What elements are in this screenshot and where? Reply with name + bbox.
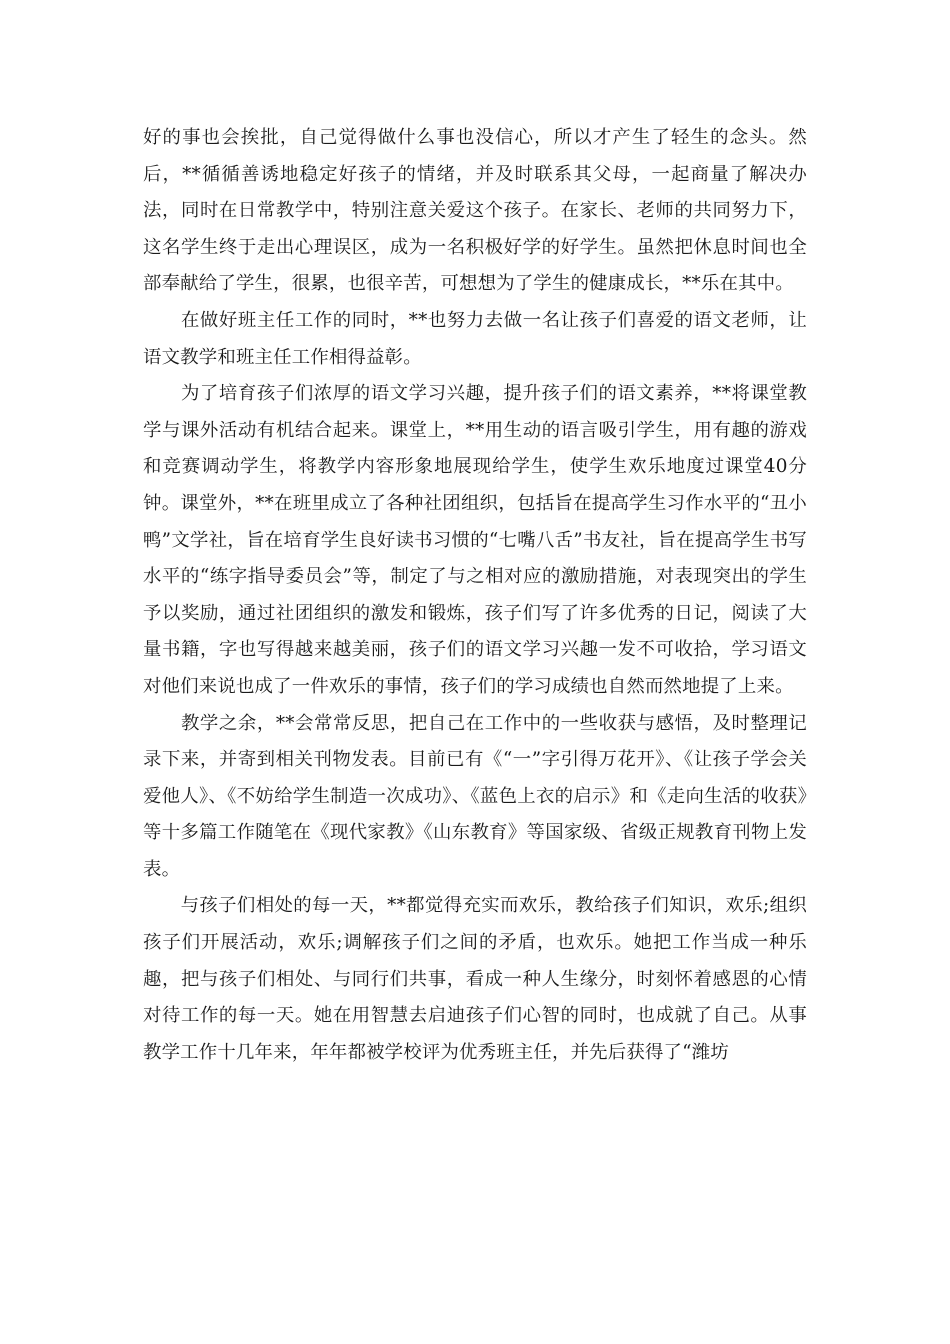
paragraph-4: 教学之余，**会常常反思，把自己在工作中的一些收获与感悟，及时整理记录下来，并寄到相关刊物发表。目前已有《“一”字引得万花开》、《让孩子学会关爱他人》、《不妨给学生制造一次成功》、《蓝色上衣的启示》和《走向生活的收获》等十多篇工作随笔在《现代家教》《山东教育》等国家级、省级正规教育刊物上发表。 — [143, 712, 807, 880]
paragraph-2: 在做好班主任工作的同时，**也努力去做一名让孩子们喜爱的语文老师，让语文教学和班主任工作相得益彰。 — [143, 309, 807, 368]
paragraph-3: 为了培育孩子们浓厚的语文学习兴趣，提升孩子们的语文素养，**将课堂教学与课外活动有机结合起来。课堂上，**用生动的语言吸引学生，用有趣的游戏和竞赛调动学生，将教学内容形象地展现给学生，使学生欢乐地度过课堂40分钟。课堂外，**在班里成立了各种社团组织，包括旨在提高学生习作水平的“丑小鸭”文学社，旨在培育学生良好读书习惯的“七嘴八舌”书友社，旨在提高学生书写水平的“练字指导委员会”等，制定了与之相对应的激励措施，对表现突出的学生予以奖励，通过社团组织的激发和锻炼，孩子们写了许多优秀的日记，阅读了大量书籍，字也写得越来越美丽，孩子们的语文学习兴趣一发不可收拾，学习语文对他们来说也成了一件欢乐的事情，孩子们的学习成绩也自然而然地提了上来。 — [143, 383, 807, 697]
paragraph-1: 好的事也会挨批，自己觉得做什么事也没信心，所以才产生了轻生的念头。然后，**循循善诱地稳定好孩子的情绪，并及时联系其父母，一起商量了解决办法，同时在日常教学中，特别注意关爱这个孩子。在家长、老师的共同努力下，这名学生终于走出心理误区，成为一名积极好学的好学生。虽然把休息时间也全部奉献给了学生，很累，也很辛苦，可想想为了学生的健康成长，**乐在其中。 — [143, 127, 807, 295]
paragraph-5: 与孩子们相处的每一天，**都觉得充实而欢乐，教给孩子们知识，欢乐;组织孩子们开展活动，欢乐;调解孩子们之间的矛盾，也欢乐。她把工作当成一种乐趣，把与孩子们相处、与同行们共事，看成一种人生缘分，时刻怀着感恩的心情对待工作的每一天。她在用智慧去启迪孩子们心智的同时，也成就了自己。从事教学工作十几年来，年年都被学校评为优秀班主任，并先后获得了“潍坊 — [143, 895, 807, 1063]
document-body — [143, 120, 807, 1071]
